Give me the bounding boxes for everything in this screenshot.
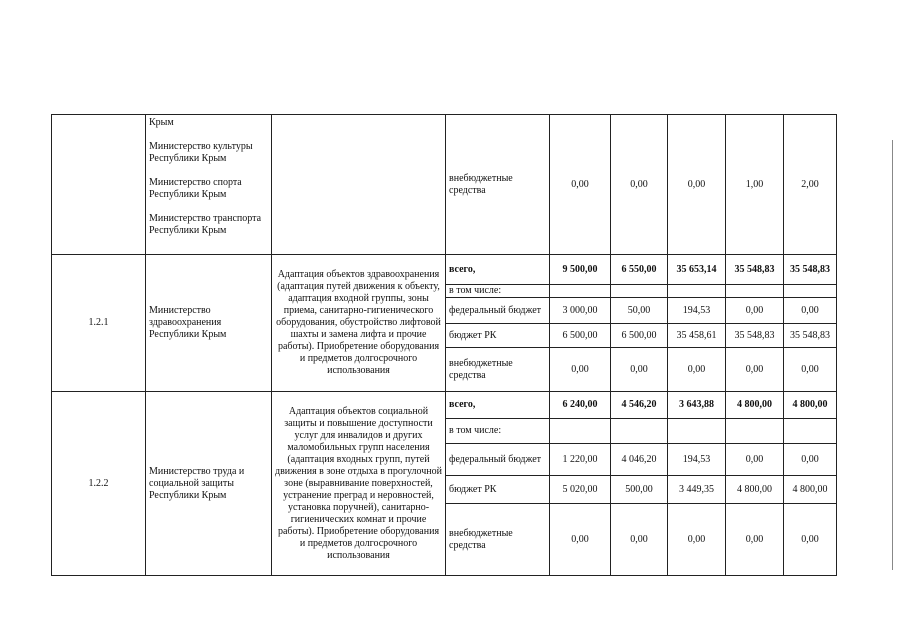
value-cell: 4 800,00 bbox=[784, 392, 837, 419]
table-row bbox=[52, 392, 837, 419]
org-cell: Министерство здравоохранения Республики Крым bbox=[146, 255, 272, 392]
value-cell: 9 500,00 bbox=[550, 255, 611, 285]
value-cell: 1,00 bbox=[726, 115, 784, 255]
value-cell: 0,00 bbox=[611, 504, 668, 576]
value-cell bbox=[668, 419, 726, 444]
value-cell: 35 653,14 bbox=[668, 255, 726, 285]
table-row bbox=[52, 255, 837, 285]
value-cell: 194,53 bbox=[668, 444, 726, 476]
value-cell: 0,00 bbox=[726, 444, 784, 476]
org-cell bbox=[146, 115, 272, 255]
value-cell: 4 800,00 bbox=[726, 392, 784, 419]
budget-table bbox=[51, 114, 837, 576]
value-cell: 35 548,83 bbox=[726, 255, 784, 285]
value-cell: 0,00 bbox=[611, 115, 668, 255]
value-cell: 4 546,20 bbox=[611, 392, 668, 419]
value-cell bbox=[784, 285, 837, 298]
source-label: внебюджетные средства bbox=[446, 115, 550, 255]
description-cell bbox=[272, 115, 446, 255]
source-label: федеральный бюджет bbox=[446, 444, 550, 476]
value-cell: 5 020,00 bbox=[550, 476, 611, 504]
item-number: 1.2.2 bbox=[52, 392, 146, 576]
org-cell: Министерство труда и социальной защиты Республики Крым bbox=[146, 392, 272, 576]
value-cell: 6 500,00 bbox=[611, 324, 668, 348]
value-cell: 3 000,00 bbox=[550, 298, 611, 324]
value-cell: 0,00 bbox=[784, 298, 837, 324]
value-cell: 0,00 bbox=[611, 348, 668, 392]
value-cell bbox=[668, 285, 726, 298]
source-label: всего, bbox=[446, 255, 550, 285]
description-cell: Адаптация объектов социальной защиты и повышение доступности услуг для инвалидов и других маломобильных групп населения (адаптация входных групп, путей движения в зоне отдыха в прогулочной зоне (выравнивание поверхностей, устранение преград и неровностей, установка поручней), санитарно-гигиенических комнат и прочие работы). Приобретение оборудования и предметов долгосрочного использования bbox=[272, 392, 446, 576]
value-cell: 35 458,61 bbox=[668, 324, 726, 348]
value-cell: 6 550,00 bbox=[611, 255, 668, 285]
value-cell bbox=[550, 285, 611, 298]
value-cell: 0,00 bbox=[668, 348, 726, 392]
value-cell: 4 800,00 bbox=[726, 476, 784, 504]
source-label: в том числе: bbox=[446, 419, 550, 444]
value-cell: 50,00 bbox=[611, 298, 668, 324]
value-cell: 35 548,83 bbox=[784, 324, 837, 348]
source-label: всего, bbox=[446, 392, 550, 419]
value-cell: 0,00 bbox=[726, 298, 784, 324]
value-cell: 0,00 bbox=[668, 115, 726, 255]
value-cell: 0,00 bbox=[784, 348, 837, 392]
scan-edge-line bbox=[892, 140, 893, 570]
value-cell: 194,53 bbox=[668, 298, 726, 324]
source-label: внебюджетные средства bbox=[446, 504, 550, 576]
num-cell bbox=[52, 115, 146, 255]
source-label: в том числе: bbox=[446, 285, 550, 298]
value-cell: 6 240,00 bbox=[550, 392, 611, 419]
table-row bbox=[52, 115, 837, 255]
value-cell: 0,00 bbox=[784, 444, 837, 476]
value-cell: 6 500,00 bbox=[550, 324, 611, 348]
value-cell bbox=[550, 419, 611, 444]
item-number: 1.2.1 bbox=[52, 255, 146, 392]
org-text: Министерство транспорта Республики Крым bbox=[149, 213, 262, 236]
value-cell bbox=[784, 419, 837, 444]
value-cell bbox=[726, 285, 784, 298]
value-cell bbox=[726, 419, 784, 444]
value-cell: 1 220,00 bbox=[550, 444, 611, 476]
value-cell bbox=[611, 285, 668, 298]
value-cell: 3 643,88 bbox=[668, 392, 726, 419]
source-label: бюджет РК bbox=[446, 476, 550, 504]
value-cell: 35 548,83 bbox=[784, 255, 837, 285]
value-cell: 4 046,20 bbox=[611, 444, 668, 476]
value-cell: 0,00 bbox=[550, 348, 611, 392]
source-label: внебюджетные средства bbox=[446, 348, 550, 392]
org-text: Министерство спорта Республики Крым bbox=[149, 177, 242, 200]
value-cell: 0,00 bbox=[550, 504, 611, 576]
value-cell: 0,00 bbox=[726, 348, 784, 392]
org-text: Министерство культуры Республики Крым bbox=[149, 141, 253, 164]
value-cell: 35 548,83 bbox=[726, 324, 784, 348]
value-cell: 4 800,00 bbox=[784, 476, 837, 504]
value-cell: 0,00 bbox=[668, 504, 726, 576]
description-cell: Адаптация объектов здравоохранения (адаптация путей движения к объекту, адаптация входной группы, зоны приема, санитарно-гигиенического оборудования, обустройство лифтовой шахты и замена лифта и прочие работы). Приобретение оборудования и предметов долгосрочного использования bbox=[272, 255, 446, 392]
source-label: бюджет РК bbox=[446, 324, 550, 348]
value-cell: 0,00 bbox=[550, 115, 611, 255]
value-cell: 3 449,35 bbox=[668, 476, 726, 504]
value-cell: 500,00 bbox=[611, 476, 668, 504]
value-cell: 0,00 bbox=[784, 504, 837, 576]
source-label: федеральный бюджет bbox=[446, 298, 550, 324]
value-cell: 0,00 bbox=[726, 504, 784, 576]
org-text: Крым bbox=[149, 117, 174, 128]
value-cell bbox=[611, 419, 668, 444]
value-cell: 2,00 bbox=[784, 115, 837, 255]
